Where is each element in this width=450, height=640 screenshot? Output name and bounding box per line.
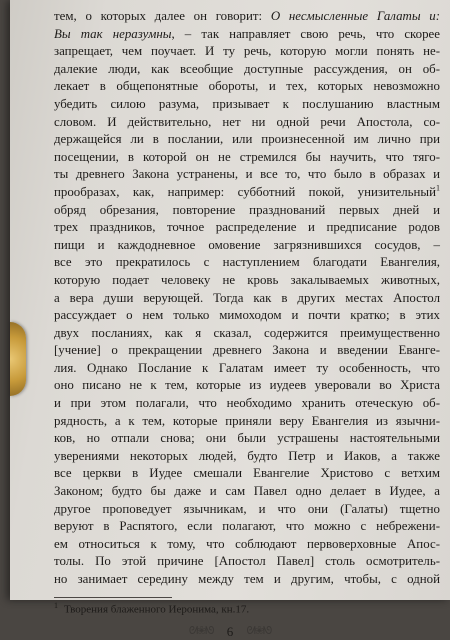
text-line xyxy=(54,26,440,44)
text-run: двух посланиях, как я сказал, содержится преимущественно xyxy=(54,325,440,340)
text-run: которую подает человеку не кровь закалываемых животных, xyxy=(54,272,440,287)
text-run: лия. Однако Послание к Галатам имеет ту особенность, что xyxy=(54,360,440,375)
text-line xyxy=(54,360,440,378)
text-run: держащейся ли в послании, или произнесенной им лично при xyxy=(54,132,440,147)
text-line xyxy=(54,202,440,220)
text-run: другое проповедует язычникам, и что они (Галаты) тщетно xyxy=(54,501,440,516)
text-line xyxy=(54,254,440,272)
footnote xyxy=(54,601,440,616)
page-number-row xyxy=(10,623,450,640)
text-run: далекие люди, как всеобщие доступные рассуждения, он об- xyxy=(54,61,440,76)
page-number: 6 xyxy=(226,623,234,639)
italic-quote: О несмысленные Галаты и: xyxy=(270,9,441,23)
text-line xyxy=(54,307,440,325)
text-line xyxy=(54,483,440,501)
text-run: но занимает середину между тем и другим, чтобы, с одной xyxy=(54,572,440,586)
text-line xyxy=(54,536,440,554)
text-line xyxy=(54,518,440,536)
text-line xyxy=(54,219,440,237)
text-run: прообразах, как, например: субботний покой, унизительный xyxy=(54,184,436,199)
text-line xyxy=(54,430,440,448)
text-line xyxy=(54,166,440,184)
footnote-marker: 1 xyxy=(436,183,440,193)
text-run: веруют в Распятого, если полагают, что можно с небрежени- xyxy=(54,519,440,534)
text-run: пищи и каждодневное омовение загрязнившихся сосудов, – xyxy=(54,237,440,252)
ornament-right-icon: ᘛ❀ᘚ xyxy=(246,625,272,638)
text-line xyxy=(54,149,440,167)
text-run: словом. И действительно, нет ни одной речи Апостола, со- xyxy=(54,114,440,129)
text-run: толы. По этой причине [Апостол Павел] столь осмотритель- xyxy=(54,554,440,569)
text-run: трех праздников, точное распределение и предписание родов xyxy=(54,220,440,235)
text-line xyxy=(54,571,440,589)
text-run: посещении, в которой он не стремился бы научить, что тяго- xyxy=(54,149,440,164)
text-line xyxy=(54,131,440,149)
text-line xyxy=(54,8,440,26)
text-line xyxy=(54,342,440,360)
text-line xyxy=(54,78,440,96)
italic-quote: Вы так неразумны xyxy=(54,26,172,41)
footnote-rule xyxy=(54,597,172,598)
text-line xyxy=(54,465,440,483)
text-line xyxy=(54,325,440,343)
text-line xyxy=(54,290,440,308)
text-run: обряд обрезания, повторение празднований первых дней и xyxy=(54,202,440,217)
text-run: ем относиться к тому, что соблюдают первоверховные Апос- xyxy=(54,536,440,551)
text-run: все церкви в Иудее смешали Евангелие Христово с ветхим xyxy=(54,466,440,481)
text-run: все это прекратилось с наступлением благодати Евангелия, xyxy=(54,255,440,270)
text-run: рассуждает о нем только мимоходом и почти кратко; в этих xyxy=(54,308,440,323)
text-run: лекает в общепонятные обороты, и тех, которых невозможно xyxy=(54,79,440,94)
text-run: убедить силою разума, призывает к послушанию властным xyxy=(54,96,440,111)
text-run: запрещает, чем поучает. И ту речь, которую могли понять не- xyxy=(54,44,440,59)
text-line xyxy=(54,553,440,571)
text-line xyxy=(54,395,440,413)
text-line xyxy=(54,377,440,395)
text-line xyxy=(54,237,440,255)
text-run: ков, но отпали снова; они были устрашены настоятельными xyxy=(54,431,440,446)
text-line xyxy=(54,184,440,202)
text-run: [учение] о прекращении древнего Закона и введении Еванге- xyxy=(54,343,440,358)
text-line xyxy=(54,96,440,114)
text-line xyxy=(54,448,440,466)
text-line xyxy=(54,501,440,519)
text-run: Законом; будто бы даже и сам Павел одно делает в Иудее, а xyxy=(54,484,440,499)
text-run: уверениями некоторых людей, будто Петр и Иаков, а также xyxy=(54,448,440,463)
page-edge-sticker xyxy=(10,322,26,396)
text-line xyxy=(54,114,440,132)
text-line xyxy=(54,272,440,290)
text-line xyxy=(54,43,440,61)
footnote-text: Творения блаженного Иеронима, кн.17. xyxy=(64,603,250,616)
text-run: и при этом полагали, что необходимо хранить отеческую об- xyxy=(54,396,440,411)
ornament-left-icon: ᘛ❀ᘚ xyxy=(188,625,214,638)
text-run: , – так направляет свою речь, что скорее xyxy=(171,26,440,41)
text-line xyxy=(54,413,440,431)
text-run: а вера души верующей. Тогда как в других местах Апостол xyxy=(54,290,440,305)
text-run: оно писано не к тем, которые из иудеев уверовали во Христа xyxy=(54,378,440,393)
text-line xyxy=(54,61,440,79)
text-run: рядность, а к тем, которые приняли веру Евангелия из язычни- xyxy=(54,413,440,428)
book-page xyxy=(10,0,450,639)
footnote-number: 1 xyxy=(54,600,58,610)
text-run: тем, о которых далее он говорит: xyxy=(54,9,271,23)
text-run: ты древнего Закона устранены, и все то, что было в образах и xyxy=(54,167,440,182)
body-text xyxy=(54,8,440,589)
